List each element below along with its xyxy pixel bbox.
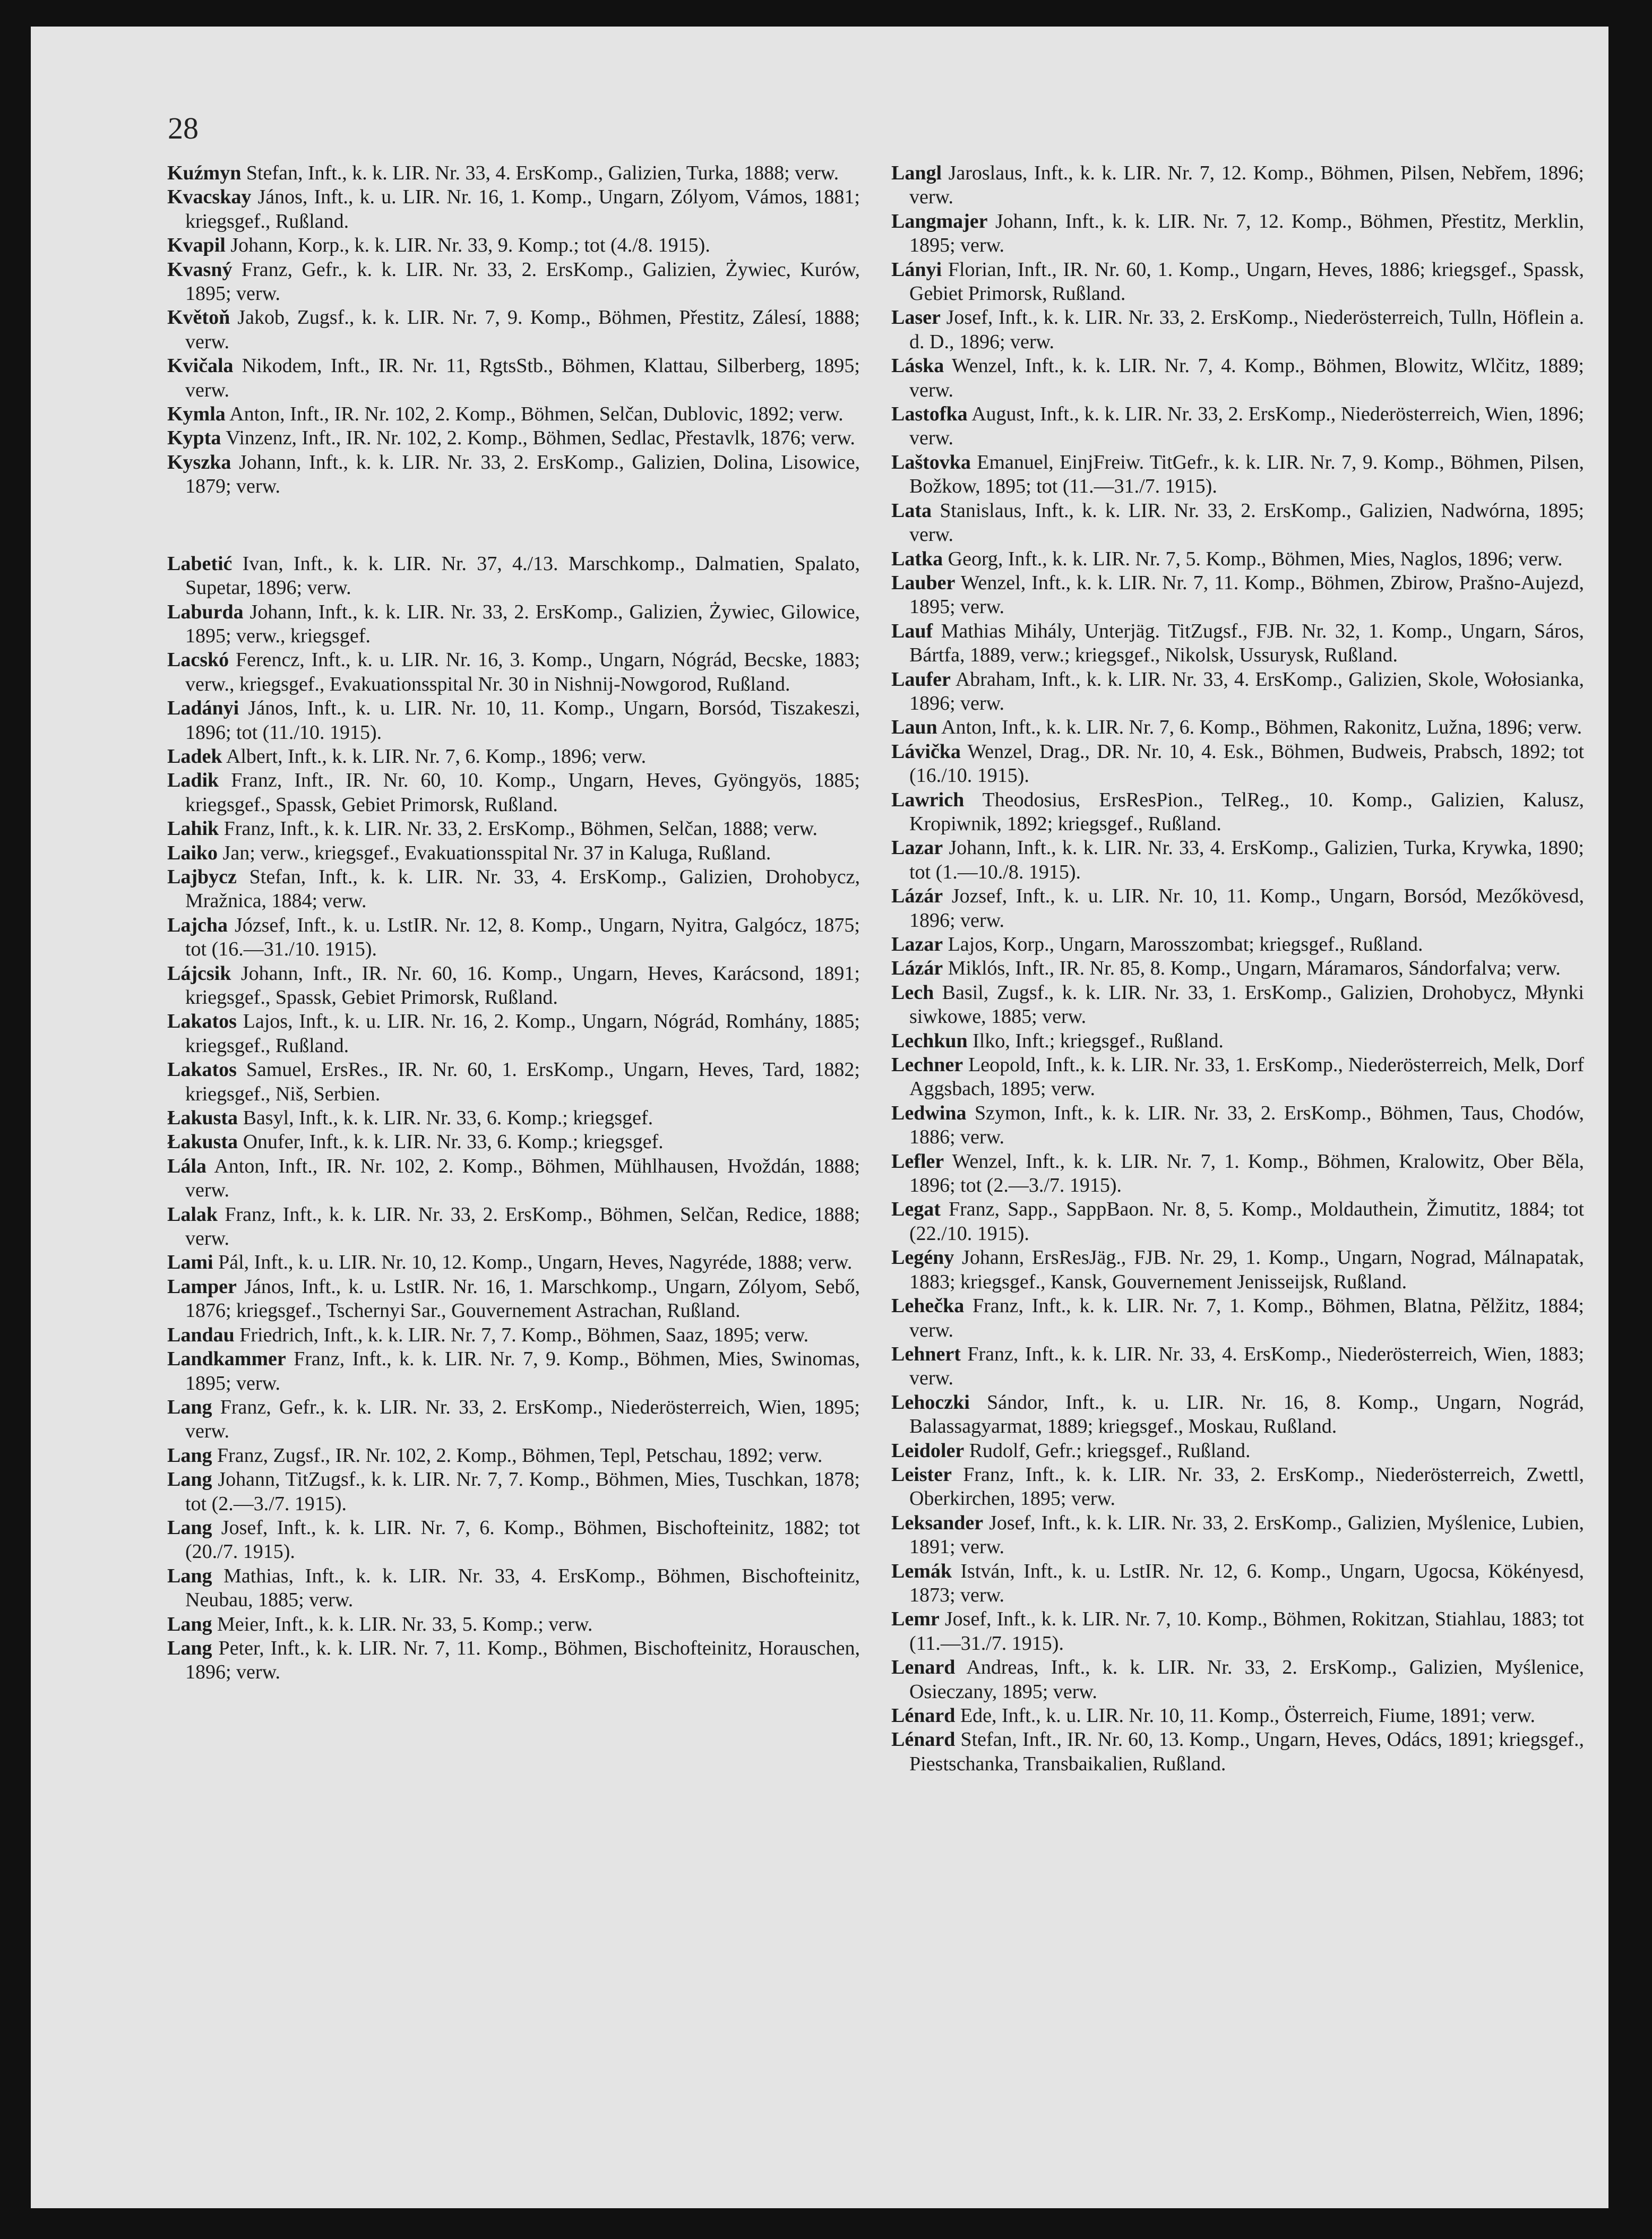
entry-surname: Łakusta bbox=[167, 1107, 238, 1130]
entry-surname: Ladányi bbox=[167, 697, 239, 720]
entry-surname: Lami bbox=[167, 1251, 213, 1274]
entry-surname: Lajbycz bbox=[167, 865, 237, 888]
register-entry bbox=[167, 451, 860, 499]
entry-surname: Lauber bbox=[891, 571, 956, 594]
register-entry bbox=[167, 914, 860, 962]
entry-surname: Květoň bbox=[167, 306, 230, 329]
entry-surname: Lehoczki bbox=[891, 1391, 970, 1414]
entry-surname: Landau bbox=[167, 1323, 235, 1346]
entry-details: Ede, Inft., k. u. LIR. Nr. 10, 11. Komp., Österreich, Fiume, 1891; verw. bbox=[955, 1704, 1536, 1727]
entry-surname: Lávička bbox=[891, 740, 961, 763]
entry-surname: Lakatos bbox=[167, 1058, 237, 1081]
entry-details: Franz, Inft., k. k. LIR. Nr. 7, 9. Komp., Böhmen, Mies, Swinomas, 1895; verw. bbox=[185, 1348, 860, 1394]
section-gap bbox=[167, 499, 860, 552]
entry-details: Josef, Inft., k. k. LIR. Nr. 33, 2. ErsKomp., Niederösterreich, Tulln, Höflein a. d. D., 1896; verw. bbox=[909, 306, 1584, 353]
register-entry bbox=[891, 788, 1584, 837]
entry-surname: Lang bbox=[167, 1444, 212, 1467]
entry-details: Johann, Korp., k. k. LIR. Nr. 33, 9. Komp.; tot (4./8. 1915). bbox=[225, 234, 710, 257]
register-entry bbox=[891, 1101, 1584, 1150]
left-column bbox=[167, 161, 860, 1685]
entry-surname: Leidoler bbox=[891, 1439, 965, 1462]
entry-details: Miklós, Inft., IR. Nr. 85, 8. Komp., Ungarn, Máramaros, Sándorfalva; verw. bbox=[943, 957, 1561, 980]
entry-details: Anton, Inft., IR. Nr. 102, 2. Komp., Böhmen, Mühlhausen, Hvoždán, 1888; verw. bbox=[185, 1155, 860, 1202]
entry-details: János, Inft., k. u. LstIR. Nr. 16, 1. Marschkomp., Ungarn, Zólyom, Sebő, 1876; kriegsgef., Tschernyi Sar., Gouvernement Astrachan, Rußland. bbox=[185, 1275, 860, 1322]
entry-surname: Laufer bbox=[891, 668, 951, 691]
register-entry bbox=[891, 1656, 1584, 1704]
register-entry bbox=[891, 933, 1584, 957]
register-entry bbox=[891, 884, 1584, 933]
register-entry bbox=[167, 1203, 860, 1251]
entry-details: Franz, Inft., k. k. LIR. Nr. 33, 2. ErsKomp., Böhmen, Selčan, 1888; verw. bbox=[219, 817, 818, 840]
register-entry bbox=[891, 1439, 1584, 1463]
register-entry bbox=[891, 547, 1584, 571]
entry-details: Ivan, Inft., k. k. LIR. Nr. 37, 4./13. Marschkomp., Dalmatien, Spalato, Supetar, 1896; verw. bbox=[185, 552, 860, 599]
entry-surname: Lawrich bbox=[891, 788, 965, 811]
entry-surname: Laser bbox=[891, 306, 941, 329]
register-entry bbox=[167, 1564, 860, 1613]
entry-surname: Lang bbox=[167, 1516, 212, 1539]
entry-details: Anton, Inft., IR. Nr. 102, 2. Komp., Böhmen, Selčan, Dublovic, 1892; verw. bbox=[225, 403, 844, 426]
register-entry bbox=[167, 258, 860, 306]
entry-surname: Lenard bbox=[891, 1656, 956, 1679]
entries-l-continued bbox=[891, 161, 1584, 1776]
register-entry bbox=[167, 1251, 860, 1274]
register-entry bbox=[167, 402, 860, 426]
register-entry bbox=[891, 1198, 1584, 1246]
entry-details: Stefan, Inft., k. k. LIR. Nr. 33, 4. ErsKomp., Galizien, Turka, 1888; verw. bbox=[241, 162, 839, 184]
entry-details: Emanuel, EinjFreiw. TitGefr., k. k. LIR. Nr. 7, 9. Komp., Böhmen, Pilsen, Božkow, 1895; tot (11.—31./7. 1915). bbox=[909, 451, 1584, 498]
entry-details: István, Inft., k. u. LstIR. Nr. 12, 6. Komp., Ungarn, Ugocsa, Kökényesd, 1873; verw. bbox=[909, 1560, 1584, 1606]
right-column bbox=[891, 161, 1584, 1776]
register-entry bbox=[891, 619, 1584, 668]
entry-surname: Lála bbox=[167, 1155, 206, 1177]
register-entry bbox=[891, 451, 1584, 499]
register-entry bbox=[167, 354, 860, 402]
register-entry bbox=[891, 210, 1584, 258]
register-entry bbox=[167, 841, 860, 865]
register-entry bbox=[167, 817, 860, 841]
entry-surname: Lázár bbox=[891, 885, 943, 908]
register-entry bbox=[891, 957, 1584, 980]
register-entry bbox=[891, 836, 1584, 884]
register-entry bbox=[167, 600, 860, 649]
entry-details: Franz, Inft., k. k. LIR. Nr. 33, 4. ErsKomp., Niederösterreich, Wien, 1883; verw. bbox=[909, 1342, 1584, 1390]
register-entry bbox=[891, 402, 1584, 451]
entry-details: Stefan, Inft., k. k. LIR. Nr. 33, 4. ErsKomp., Galizien, Drohobycz, Mražnica, 1884; verw. bbox=[185, 865, 860, 912]
entry-surname: Lefler bbox=[891, 1150, 944, 1173]
entry-surname: Ladek bbox=[167, 745, 222, 768]
entry-surname: Langl bbox=[891, 162, 942, 184]
entry-surname: Kymla bbox=[167, 403, 226, 426]
entry-details: Jan; verw., kriegsgef., Evakuationsspital Nr. 37 in Kaluga, Rußland. bbox=[218, 841, 771, 864]
register-entry bbox=[167, 1130, 860, 1154]
entry-surname: Latka bbox=[891, 547, 943, 570]
register-entry bbox=[167, 1155, 860, 1203]
entry-details: Johann, Inft., k. k. LIR. Nr. 33, 4. ErsKomp., Galizien, Turka, Krywka, 1890; tot (1.—10./8. 1915). bbox=[909, 837, 1584, 883]
register-entry bbox=[167, 1516, 860, 1564]
register-entry bbox=[891, 258, 1584, 306]
entry-details: Andreas, Inft., k. k. LIR. Nr. 33, 2. ErsKomp., Galizien, Myślenice, Osieczany, 1895; verw. bbox=[909, 1656, 1584, 1703]
register-entry bbox=[891, 161, 1584, 210]
register-entry bbox=[891, 716, 1584, 739]
entry-details: Wenzel, Inft., k. k. LIR. Nr. 7, 4. Komp., Böhmen, Blowitz, Wlčitz, 1889; verw. bbox=[909, 355, 1584, 401]
entry-surname: Lemr bbox=[891, 1608, 940, 1631]
entry-surname: Lata bbox=[891, 499, 932, 522]
entry-details: Wenzel, Inft., k. k. LIR. Nr. 7, 1. Komp., Böhmen, Kralowitz, Ober Běla, 1896; tot (2.—3./7. 1915). bbox=[909, 1150, 1584, 1197]
entry-surname: Lemák bbox=[891, 1560, 952, 1582]
register-entry bbox=[167, 552, 860, 600]
register-entry bbox=[891, 1463, 1584, 1511]
entry-details: Stefan, Inft., IR. Nr. 60, 13. Komp., Ungarn, Heves, Odács, 1891; kriegsgef., Piestschanka, Transbaikalien, Rußland. bbox=[909, 1728, 1584, 1775]
entry-details: Lajos, Korp., Ungarn, Marosszombat; kriegsgef., Rußland. bbox=[943, 933, 1423, 955]
register-entry bbox=[167, 1347, 860, 1396]
entry-details: Georg, Inft., k. k. LIR. Nr. 7, 5. Komp., Böhmen, Mies, Naglos, 1896; verw. bbox=[943, 547, 1563, 570]
entry-details: Peter, Inft., k. k. LIR. Nr. 7, 11. Komp., Böhmen, Bischofteinitz, Horauschen, 1896; verw. bbox=[185, 1637, 860, 1684]
entry-surname: Kvacskay bbox=[167, 186, 252, 209]
entry-surname: Láska bbox=[891, 355, 944, 377]
register-entry bbox=[891, 1029, 1584, 1053]
register-entry bbox=[167, 962, 860, 1010]
entry-surname: Labetić bbox=[167, 552, 233, 575]
entry-surname: Kvapil bbox=[167, 234, 226, 257]
entry-details: Franz, Gefr., k. k. LIR. Nr. 33, 2. ErsKomp., Galizien, Żywiec, Kurów, 1895; verw. bbox=[185, 258, 860, 305]
entry-surname: Kyszka bbox=[167, 451, 231, 473]
entry-details: Mathias Mihály, Unterjäg. TitZugsf., FJB. Nr. 32, 1. Komp., Ungarn, Sáros, Bártfa, 1889, verw.; kriegsgef., Nikolsk, Ussurysk, Rußland. bbox=[909, 619, 1584, 667]
register-entry bbox=[891, 1560, 1584, 1608]
entry-details: Johann, Inft., k. k. LIR. Nr. 7, 12. Komp., Böhmen, Přestitz, Merklin, 1895; verw. bbox=[909, 210, 1584, 257]
register-entry bbox=[167, 426, 860, 450]
entry-surname: Lechner bbox=[891, 1054, 963, 1077]
entry-surname: Lang bbox=[167, 1613, 212, 1635]
entry-details: Johann, TitZugsf., k. k. LIR. Nr. 7, 7. Komp., Böhmen, Mies, Tuschkan, 1878; tot (2.—3./7. 1915). bbox=[185, 1468, 860, 1515]
register-entry bbox=[167, 1323, 860, 1347]
entry-details: Jaroslaus, Inft., k. k. LIR. Nr. 7, 12. Komp., Böhmen, Pilsen, Nebřem, 1896; verw. bbox=[909, 162, 1584, 209]
register-entry bbox=[167, 1106, 860, 1130]
register-entry bbox=[891, 354, 1584, 402]
entry-details: Franz, Inft., IR. Nr. 60, 10. Komp., Ungarn, Heves, Gyöngyös, 1885; kriegsgef., Spassk, Gebiet Primorsk, Rußland. bbox=[185, 769, 860, 816]
entry-surname: Lech bbox=[891, 981, 934, 1004]
register-entry bbox=[167, 648, 860, 696]
entry-surname: Lechkun bbox=[891, 1029, 968, 1052]
entry-details: Franz, Zugsf., IR. Nr. 102, 2. Komp., Böhmen, Tepl, Petschau, 1892; verw. bbox=[212, 1444, 823, 1467]
entry-details: Anton, Inft., k. k. LIR. Nr. 7, 6. Komp., Böhmen, Rakonitz, Lužna, 1896; verw. bbox=[937, 716, 1582, 739]
entry-surname: Leksander bbox=[891, 1511, 984, 1534]
entry-details: Samuel, ErsRes., IR. Nr. 60, 1. ErsKomp., Ungarn, Heves, Tard, 1882; kriegsgef., Niš, Serbien. bbox=[185, 1058, 860, 1105]
entry-surname: Lacskó bbox=[167, 649, 229, 671]
entry-details: Onufer, Inft., k. k. LIR. Nr. 33, 6. Komp.; kriegsgef. bbox=[238, 1131, 664, 1153]
entry-details: Ferencz, Inft., k. u. LIR. Nr. 16, 3. Komp., Ungarn, Nógrád, Becske, 1883; verw., kriegsgef., Evakuationsspital Nr. 30 in Nishnij-Nowgorod, Rußland. bbox=[185, 649, 860, 695]
entry-details: Szymon, Inft., k. k. LIR. Nr. 33, 2. ErsKomp., Böhmen, Taus, Chodów, 1886; verw. bbox=[909, 1101, 1584, 1149]
entry-surname: Lauf bbox=[891, 619, 933, 642]
entry-surname: Legény bbox=[891, 1246, 954, 1269]
entry-surname: Lastofka bbox=[891, 403, 968, 426]
entry-surname: Ladik bbox=[167, 769, 219, 792]
entry-details: Sándor, Inft., k. u. LIR. Nr. 16, 8. Komp., Ungarn, Nográd, Balassagyarmat, 1889; kriegsgef., Moskau, Rußland. bbox=[909, 1391, 1584, 1438]
register-entry bbox=[167, 1637, 860, 1685]
entry-details: Josef, Inft., k. k. LIR. Nr. 33, 2. ErsKomp., Galizien, Myślenice, Lubien, 1891; verw. bbox=[909, 1511, 1584, 1558]
entry-details: Theodosius, ErsResPion., TelReg., 10. Komp., Galizien, Kalusz, Kropiwnik, 1892; kriegsgef., Rußland. bbox=[909, 788, 1584, 835]
entry-details: Basyl, Inft., k. k. LIR. Nr. 33, 6. Komp.; kriegsgef. bbox=[238, 1107, 653, 1130]
entry-details: Johann, ErsResJäg., FJB. Nr. 29, 1. Komp., Ungarn, Nograd, Málnapatak, 1883; kriegsgef., Kansk, Gouvernement Jenisseijsk, Rußland. bbox=[909, 1246, 1584, 1293]
entry-surname: Ledwina bbox=[891, 1101, 967, 1124]
entry-details: Jozsef, Inft., k. u. LIR. Nr. 10, 11. Komp., Ungarn, Borsód, Mezőkövesd, 1896; verw. bbox=[909, 885, 1584, 932]
register-entry bbox=[167, 1444, 860, 1468]
register-entry bbox=[891, 740, 1584, 788]
entry-surname: Lányi bbox=[891, 258, 942, 281]
register-entry bbox=[891, 668, 1584, 716]
entries-k-section bbox=[167, 161, 860, 499]
register-entry bbox=[167, 865, 860, 914]
register-entry bbox=[891, 1728, 1584, 1776]
entry-details: János, Inft., k. u. LIR. Nr. 10, 11. Komp., Ungarn, Borsód, Tiszakeszi, 1896; tot (11./10. 1915). bbox=[185, 697, 860, 744]
entry-surname: Lájcsik bbox=[167, 962, 231, 985]
entry-details: Leopold, Inft., k. k. LIR. Nr. 33, 1. ErsKomp., Niederösterreich, Melk, Dorf Aggsbach, 1895; verw. bbox=[909, 1054, 1584, 1100]
entry-details: Nikodem, Inft., IR. Nr. 11, RgtsStb., Böhmen, Klattau, Silberberg, 1895; verw. bbox=[185, 355, 860, 401]
entry-surname: Laiko bbox=[167, 841, 218, 864]
register-entry bbox=[891, 306, 1584, 354]
entry-surname: Lehnert bbox=[891, 1342, 961, 1365]
entry-details: Franz, Inft., k. k. LIR. Nr. 33, 2. ErsKomp., Niederösterreich, Zwettl, Oberkirchen, 1895; verw. bbox=[909, 1463, 1584, 1510]
entry-surname: Lang bbox=[167, 1564, 212, 1587]
register-entry bbox=[167, 1058, 860, 1106]
entry-surname: Legat bbox=[891, 1198, 941, 1221]
entry-surname: Lazar bbox=[891, 933, 943, 955]
entry-details: Wenzel, Inft., k. k. LIR. Nr. 7, 11. Komp., Böhmen, Zbirow, Prašno-Aujezd, 1895; verw. bbox=[909, 571, 1584, 618]
entry-surname: Kypta bbox=[167, 427, 221, 450]
register-entry bbox=[891, 1150, 1584, 1198]
register-entry bbox=[167, 1468, 860, 1516]
register-entry bbox=[167, 185, 860, 234]
register-entry bbox=[167, 1275, 860, 1323]
entry-details: Franz, Inft., k. k. LIR. Nr. 7, 1. Komp., Böhmen, Blatna, Pělžitz, 1884; verw. bbox=[909, 1295, 1584, 1341]
entry-details: Abraham, Inft., k. k. LIR. Nr. 33, 4. ErsKomp., Galizien, Skole, Wołosianka, 1896; verw. bbox=[909, 668, 1584, 714]
entry-details: Pál, Inft., k. u. LIR. Nr. 10, 12. Komp., Ungarn, Heves, Nagyréde, 1888; verw. bbox=[213, 1251, 853, 1274]
register-entry bbox=[891, 1704, 1584, 1728]
entry-surname: Kvasný bbox=[167, 258, 233, 281]
register-entry bbox=[891, 1246, 1584, 1294]
entry-details: Friedrich, Inft., k. k. LIR. Nr. 7, 7. Komp., Böhmen, Saaz, 1895; verw. bbox=[234, 1323, 809, 1346]
entry-surname: Lang bbox=[167, 1468, 212, 1491]
entry-surname: Leister bbox=[891, 1463, 952, 1486]
entry-details: Jakob, Zugsf., k. k. LIR. Nr. 7, 9. Komp., Böhmen, Přestitz, Zálesí, 1888; verw. bbox=[185, 306, 860, 353]
entry-surname: Laun bbox=[891, 716, 937, 739]
entry-surname: Laburda bbox=[167, 600, 244, 623]
entry-surname: Lénard bbox=[891, 1704, 956, 1727]
entry-surname: Lalak bbox=[167, 1203, 218, 1226]
entry-details: Franz, Gefr., k. k. LIR. Nr. 33, 2. ErsKomp., Niederösterreich, Wien, 1895; verw. bbox=[185, 1396, 860, 1443]
entry-surname: Lang bbox=[167, 1396, 212, 1418]
entry-surname: Lázár bbox=[891, 957, 943, 980]
entry-details: Johann, Inft., k. k. LIR. Nr. 33, 2. ErsKomp., Galizien, Dolina, Lisowice, 1879; verw. bbox=[185, 451, 860, 498]
entries-l-section bbox=[167, 552, 860, 1685]
register-entry bbox=[167, 696, 860, 745]
register-entry bbox=[891, 1053, 1584, 1101]
register-entry bbox=[167, 769, 860, 817]
document-page bbox=[31, 27, 1608, 2208]
entry-details: Josef, Inft., k. k. LIR. Nr. 7, 6. Komp., Böhmen, Bischofteinitz, 1882; tot (20./7. 1915). bbox=[185, 1516, 860, 1563]
entry-details: Basil, Zugsf., k. k. LIR. Nr. 33, 1. ErsKomp., Galizien, Drohobycz, Młynki siwkowe, 1885; verw. bbox=[909, 981, 1584, 1028]
entry-details: Mathias, Inft., k. k. LIR. Nr. 33, 4. ErsKomp., Böhmen, Bischofteinitz, Neubau, 1885; verw. bbox=[185, 1564, 860, 1612]
register-entry bbox=[167, 161, 860, 185]
entry-surname: Lajcha bbox=[167, 914, 228, 936]
register-entry bbox=[891, 1342, 1584, 1391]
entry-details: Johann, Inft., IR. Nr. 60, 16. Komp., Ungarn, Heves, Karácsond, 1891; kriegsgef., Spassk, Gebiet Primorsk, Rußland. bbox=[185, 962, 860, 1009]
register-entry bbox=[167, 1010, 860, 1058]
entry-details: August, Inft., k. k. LIR. Nr. 33, 2. ErsKomp., Niederösterreich, Wien, 1896; verw. bbox=[909, 403, 1584, 450]
register-entry bbox=[891, 571, 1584, 619]
entry-details: Meier, Inft., k. k. LIR. Nr. 33, 5. Komp.; verw. bbox=[212, 1613, 593, 1635]
register-entry bbox=[891, 499, 1584, 547]
entry-surname: Lazar bbox=[891, 837, 943, 859]
entry-surname: Langmajer bbox=[891, 210, 988, 232]
register-entry bbox=[167, 1613, 860, 1637]
entry-surname: Kvičala bbox=[167, 355, 234, 377]
register-entry bbox=[167, 234, 860, 257]
entry-details: Albert, Inft., k. k. LIR. Nr. 7, 6. Komp., 1896; verw. bbox=[222, 745, 647, 768]
entry-details: József, Inft., k. u. LstIR. Nr. 12, 8. Komp., Ungarn, Nyitra, Galgócz, 1875; tot (16.—31./10. 1915). bbox=[185, 914, 860, 961]
entry-details: Ilko, Inft.; kriegsgef., Rußland. bbox=[967, 1029, 1224, 1052]
entry-surname: Landkammer bbox=[167, 1348, 286, 1371]
entry-surname: Kuźmyn bbox=[167, 162, 242, 184]
register-entry bbox=[891, 1511, 1584, 1560]
register-entry bbox=[891, 1607, 1584, 1656]
entry-surname: Lakatos bbox=[167, 1010, 237, 1033]
entry-details: Vinzenz, Inft., IR. Nr. 102, 2. Komp., Böhmen, Sedlac, Přestavlk, 1876; verw. bbox=[221, 427, 855, 450]
entry-details: Josef, Inft., k. k. LIR. Nr. 7, 10. Komp., Böhmen, Rokitzan, Stiahlau, 1883; tot (11.—31./7. 1915). bbox=[909, 1608, 1584, 1655]
entry-details: Franz, Inft., k. k. LIR. Nr. 33, 2. ErsKomp., Böhmen, Selčan, Redice, 1888; verw. bbox=[185, 1203, 860, 1250]
entry-surname: Laštovka bbox=[891, 451, 971, 473]
entry-details: Johann, Inft., k. k. LIR. Nr. 33, 2. ErsKomp., Galizien, Żywiec, Gilowice, 1895; verw., kriegsgef. bbox=[185, 600, 860, 647]
entry-details: Lajos, Inft., k. u. LIR. Nr. 16, 2. Komp., Ungarn, Nógrád, Romhány, 1885; kriegsgef., Rußland. bbox=[185, 1010, 860, 1057]
entry-surname: Lahik bbox=[167, 817, 219, 840]
register-entry bbox=[891, 981, 1584, 1029]
register-entry bbox=[891, 1391, 1584, 1439]
entry-details: Rudolf, Gefr.; kriegsgef., Rußland. bbox=[964, 1439, 1251, 1462]
entry-details: Stanislaus, Inft., k. k. LIR. Nr. 33, 2. ErsKomp., Galizien, Nadwórna, 1895; verw. bbox=[909, 499, 1584, 546]
register-entry bbox=[167, 1396, 860, 1444]
entry-details: Florian, Inft., IR. Nr. 60, 1. Komp., Ungarn, Heves, 1886; kriegsgef., Spassk, Gebiet Primorsk, Rußland. bbox=[909, 258, 1584, 305]
register-entry bbox=[167, 306, 860, 354]
register-entry bbox=[891, 1294, 1584, 1342]
entry-details: Franz, Sapp., SappBaon. Nr. 8, 5. Komp., Moldauthein, Žimutitz, 1884; tot (22./10. 1915). bbox=[909, 1198, 1584, 1245]
page-number: 28 bbox=[168, 111, 199, 145]
entry-surname: Lénard bbox=[891, 1728, 956, 1751]
entry-details: Wenzel, Drag., DR. Nr. 10, 4. Esk., Böhmen, Budweis, Prabsch, 1892; tot (16./10. 1915). bbox=[909, 740, 1584, 787]
register-entry bbox=[167, 745, 860, 769]
entry-surname: Lang bbox=[167, 1637, 212, 1659]
entry-surname: Łakusta bbox=[167, 1131, 238, 1153]
entry-surname: Lehečka bbox=[891, 1295, 965, 1317]
entry-surname: Lamper bbox=[167, 1275, 237, 1298]
entry-details: János, Inft., k. u. LIR. Nr. 16, 1. Komp., Ungarn, Zólyom, Vámos, 1881; kriegsgef., Rußland. bbox=[185, 186, 860, 232]
